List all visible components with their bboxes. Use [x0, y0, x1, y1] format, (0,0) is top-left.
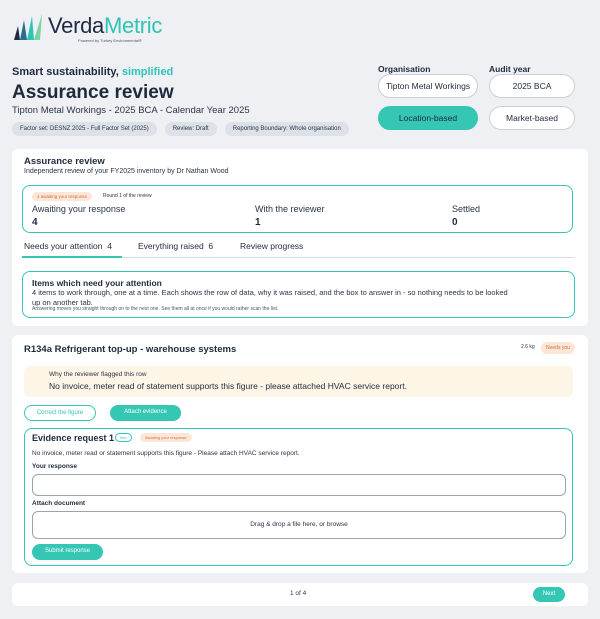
response-label: Your response	[32, 463, 78, 470]
tab-everything-raised[interactable]: Everything raised 6	[138, 241, 214, 251]
market-based-toggle[interactable]: Market-based	[489, 106, 575, 130]
file-dropzone[interactable]: Drag & drop a file here, or browse	[32, 511, 566, 539]
organisation-label: Organisation	[378, 64, 431, 74]
attach-label: Attach document	[32, 500, 86, 507]
response-input[interactable]	[32, 474, 566, 496]
organisation-select[interactable]: Tipton Metal Workings	[378, 74, 478, 98]
flag-label: Why the reviewer flagged this row	[49, 371, 147, 378]
boundary-chip: Reporting Boundary: Whole organisation	[225, 122, 349, 136]
tab-needs-attention[interactable]: Needs your attention 4	[24, 241, 112, 251]
evidence-tag: Info	[115, 433, 132, 442]
awaiting-badge: 4 awaiting your response	[32, 192, 92, 201]
active-tab-indicator	[22, 256, 122, 258]
evidence-status-badge: Awaiting your response	[140, 433, 192, 442]
review-description: Independent review of your FY2025 inventory by Dr Nathan Wood	[24, 168, 229, 175]
item-status-badge: Needs you	[541, 342, 575, 354]
stat-awaiting-value: 4	[32, 217, 38, 228]
attach-evidence-button[interactable]: Attach evidence	[110, 405, 181, 421]
info-note: Answering moves you straight through on to the next one. See them all at once if you would rather scan the list.	[32, 306, 279, 312]
brand-name: VerdaMetric	[48, 13, 163, 38]
stat-settled-value: 0	[452, 217, 458, 228]
pager-text: 1 of 4	[290, 590, 307, 597]
item-quantity: 2.6 kg	[521, 344, 535, 350]
item-title: R134a Refrigerant top-up - warehouse systems	[24, 344, 237, 355]
flag-text: No invoice, meter read of statement supports this figure - please attached HVAC service report.	[49, 381, 407, 391]
review-round: Round 1 of the review	[103, 193, 152, 199]
evidence-text: No invoice, meter read or statement supports this figure - Please attach HVAC service report.	[32, 450, 300, 457]
page-subtitle: Tipton Metal Workings - 2025 BCA - Calendar Year 2025	[12, 105, 250, 116]
powered-by: Powered by Turkey Environmental®	[78, 38, 142, 43]
location-based-toggle[interactable]: Location-based	[378, 106, 478, 130]
submit-response-button[interactable]: Submit response	[32, 544, 103, 560]
review-status-chip: Review: Draft	[165, 122, 217, 136]
evidence-request-box	[24, 428, 573, 566]
correct-figure-button[interactable]: Correct the figure	[24, 405, 96, 421]
evidence-title: Evidence request 1	[32, 433, 115, 443]
next-button[interactable]: Next	[533, 587, 565, 602]
info-title: Items which need your attention	[32, 278, 162, 288]
stat-reviewer-value: 1	[255, 217, 261, 228]
page-title: Assurance review	[12, 82, 174, 103]
review-card-title: Assurance review	[24, 156, 105, 167]
brand-logo	[12, 13, 163, 43]
factor-set-chip: Factor set: DESNZ 2025 - Full Factor Set (2025)	[12, 122, 157, 136]
stat-awaiting-label: Awaiting your response	[32, 204, 126, 214]
stat-settled-label: Settled	[452, 204, 481, 214]
audit-year-select[interactable]: 2025 BCA	[489, 74, 575, 98]
audit-year-label: Audit year	[489, 64, 531, 74]
tab-review-progress[interactable]: Review progress	[240, 241, 304, 251]
logo-mark-icon	[12, 14, 44, 40]
tagline: Smart sustainability, simplified	[12, 66, 174, 78]
context-chips	[12, 122, 349, 136]
info-body: 4 items to work through, one at a time. Each shows the row of data, why it was raised, and the box to answer in - so nothing needs to be looked up on another tab.	[32, 288, 508, 307]
stat-reviewer-label: With the reviewer	[255, 204, 325, 214]
